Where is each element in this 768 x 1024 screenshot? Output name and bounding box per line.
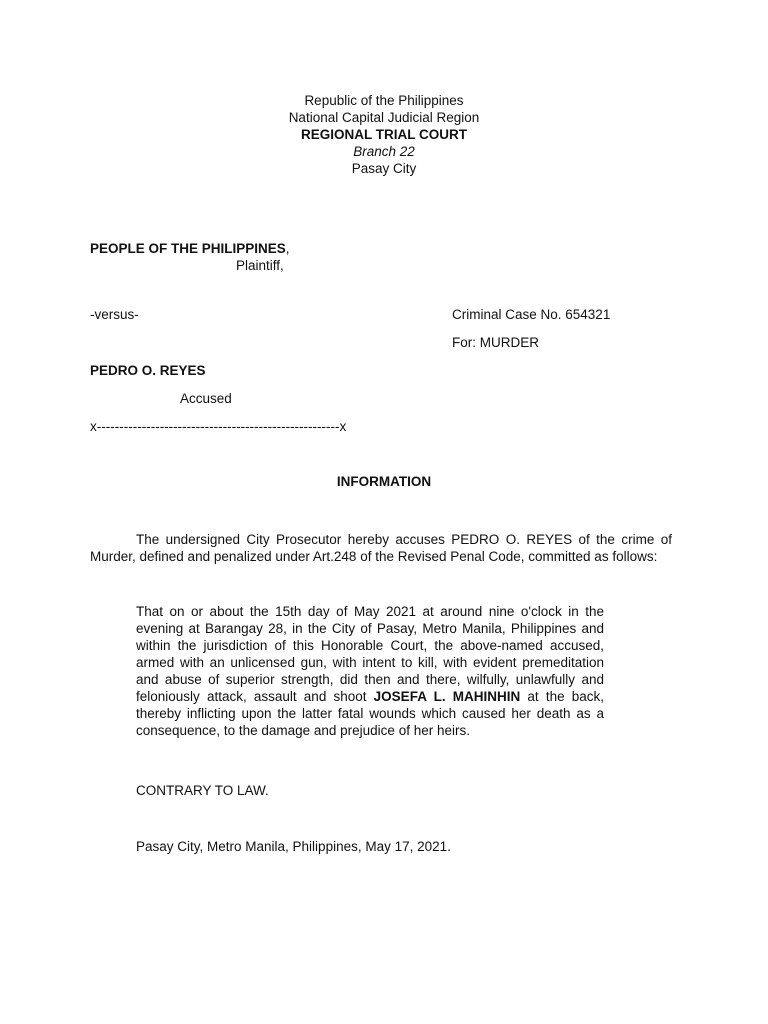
plaintiff-comma: , [285, 241, 290, 256]
body-text-part2: at the back, thereby inflicting upon the latter fatal wounds which caused her death as a consequence, to the damage and prejudice of her heirs. [136, 689, 605, 738]
case-number: Criminal Case No. 654321 [452, 307, 611, 322]
intro-paragraph: The undersigned City Prosecutor hereby accuses PEDRO O. REYES of the crime of Murder, defined and penalized under Art.248 of the Revised Penal Code, committed as follows: [90, 532, 672, 564]
accused-name: PEDRO O. REYES [90, 363, 206, 378]
versus-label: -versus- [90, 307, 139, 322]
court-header [0, 92, 768, 177]
header-region: National Capital Judicial Region [288, 110, 480, 125]
accused-role: Accused [180, 391, 232, 406]
victim-name: JOSEFA L. MAHINHIN [373, 689, 521, 704]
plaintiff-role: Plaintiff, [236, 258, 284, 273]
caption-separator: x------------------------------------------------------x [90, 419, 347, 434]
dateline: Pasay City, Metro Manila, Philippines, May 17, 2021. [136, 839, 451, 854]
header-republic: Republic of the Philippines [304, 93, 464, 108]
contrary-to-law: CONTRARY TO LAW. [136, 783, 269, 798]
header-branch: Branch 22 [353, 144, 415, 159]
body-text-part1: That on or about the 15th day of May 2021 at around nine o'clock in the evening at Barangay 28, in the City of Pasay, Metro Manila, Philippines and within the jurisdiction of this Honorable Court, the above-named accused, armed with an unlicensed gun, with intent to kill, with evident premeditation and abuse of superior strength, did then and there, wilfully, unlawfully and feloniously attack, assault and shoot [136, 604, 604, 704]
case-crime: For: MURDER [452, 335, 539, 350]
plaintiff-name: PEOPLE OF THE PHILIPPINES [90, 241, 286, 256]
plaintiff-line [90, 240, 290, 257]
header-city: Pasay City [351, 161, 417, 176]
document-title: INFORMATION [336, 474, 432, 489]
body-paragraph [136, 603, 604, 739]
header-court: REGIONAL TRIAL COURT [300, 127, 467, 142]
